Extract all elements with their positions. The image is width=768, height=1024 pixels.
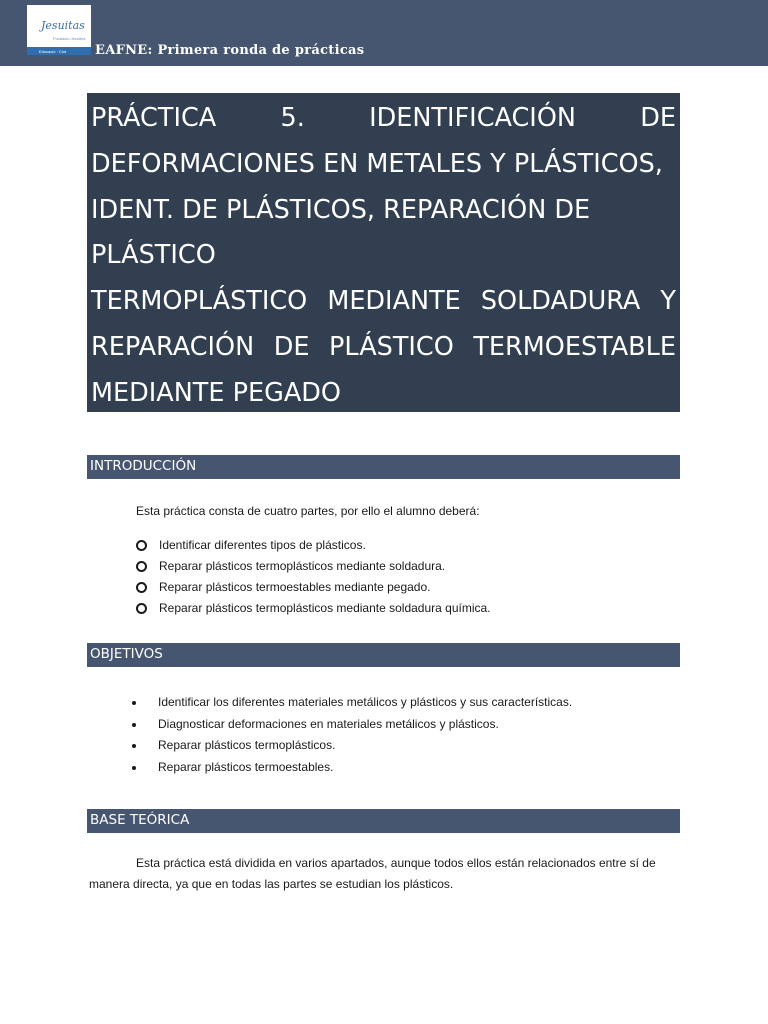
jesuitas-logo — [27, 5, 91, 55]
list-item — [136, 559, 491, 580]
list-item — [136, 538, 491, 559]
section-heading-text: INTRODUCCIÓN — [90, 458, 197, 474]
title-word: REPARACIÓN — [91, 331, 255, 362]
objectives-list — [132, 695, 572, 782]
list-item-text: Reparar plásticos termoplásticos mediante soldadura. — [159, 559, 446, 573]
list-item-text: Identificar los diferentes materiales metálicos y plásticos y sus características. — [158, 695, 573, 709]
title-word: IDENTIFICACIÓN — [369, 103, 576, 133]
list-item — [132, 717, 572, 739]
list-item-text: Reparar plásticos termoestables mediante pegado. — [159, 580, 431, 594]
title-line — [91, 96, 676, 142]
practice-title-block — [87, 93, 680, 412]
logo-name: Jesuitas — [41, 19, 85, 32]
title-word: PLÁSTICO — [329, 331, 454, 362]
title-line — [91, 233, 676, 279]
title-word: TERMOESTABLE — [473, 331, 676, 362]
dot-bullet-icon — [132, 744, 136, 748]
base-paragraph-line-1: Esta práctica está dividida en varios apartados, aunque todos ellos están relacionados entre sí de — [136, 856, 656, 870]
title-word: PLÁSTICO — [91, 240, 216, 271]
title-word: DE — [273, 331, 310, 362]
list-item — [132, 738, 572, 760]
list-item — [132, 695, 572, 717]
list-item — [136, 580, 491, 601]
title-word: DEFORMACIONES EN METALES Y PLÁSTICOS, — [91, 148, 663, 179]
title-word: SOLDADURA — [480, 286, 641, 317]
title-word: IDENT. DE PLÁSTICOS, REPARACIÓN — [91, 194, 547, 225]
circle-bullet-icon — [136, 603, 147, 614]
list-item — [132, 760, 572, 782]
title-line — [91, 371, 676, 417]
list-item-text: Reparar plásticos termoestables. — [158, 760, 334, 775]
title-word: MEDIANTE — [327, 286, 461, 317]
section-heading-introduccion — [87, 455, 680, 479]
title-line — [91, 188, 676, 234]
dot-bullet-icon — [132, 723, 136, 727]
title-line — [91, 142, 676, 188]
dot-bullet-icon — [132, 701, 136, 705]
header-title: EAFNE: Primera ronda de prácticas — [95, 43, 365, 58]
section-heading-base-teorica — [87, 809, 680, 833]
list-item — [136, 601, 491, 622]
dot-bullet-icon — [132, 766, 136, 770]
circle-bullet-icon — [136, 561, 147, 572]
list-item-text: Reparar plásticos termoplásticos. — [158, 738, 336, 753]
title-line — [91, 325, 676, 371]
list-item-text: Diagnosticar deformaciones en materiales metálicos y plásticos. — [158, 716, 499, 731]
title-word: MEDIANTE PEGADO — [91, 377, 341, 408]
circle-bullet-icon — [136, 540, 147, 551]
circle-bullet-icon — [136, 582, 147, 593]
title-word: DE — [554, 194, 591, 225]
list-item-text: Identificar diferentes tipos de plásticos. — [159, 538, 366, 552]
title-word: DE — [640, 103, 676, 133]
list-item-text: Reparar plásticos termoplásticos mediante soldadura química. — [159, 601, 491, 615]
logo-tagline: Fundació Jesuïtes — [53, 36, 86, 41]
title-word: 5. — [280, 103, 305, 133]
title-word: TERMOPLÁSTICO — [91, 286, 308, 317]
title-word: Y — [660, 286, 676, 317]
intro-task-list — [136, 538, 491, 622]
section-heading-text: BASE TEÓRICA — [90, 812, 190, 828]
base-paragraph-line-2: manera directa, ya que en todas las partes se estudian los plásticos. — [89, 877, 454, 891]
title-word: PRÁCTICA — [91, 103, 217, 133]
title-line — [91, 279, 676, 325]
section-heading-objetivos — [87, 643, 680, 667]
logo-strip-text: Educació · Clot — [39, 49, 67, 54]
page-header — [0, 0, 768, 66]
section-heading-text: OBJETIVOS — [90, 646, 163, 662]
intro-lead-paragraph: Esta práctica consta de cuatro partes, por ello el alumno deberá: — [136, 504, 480, 518]
